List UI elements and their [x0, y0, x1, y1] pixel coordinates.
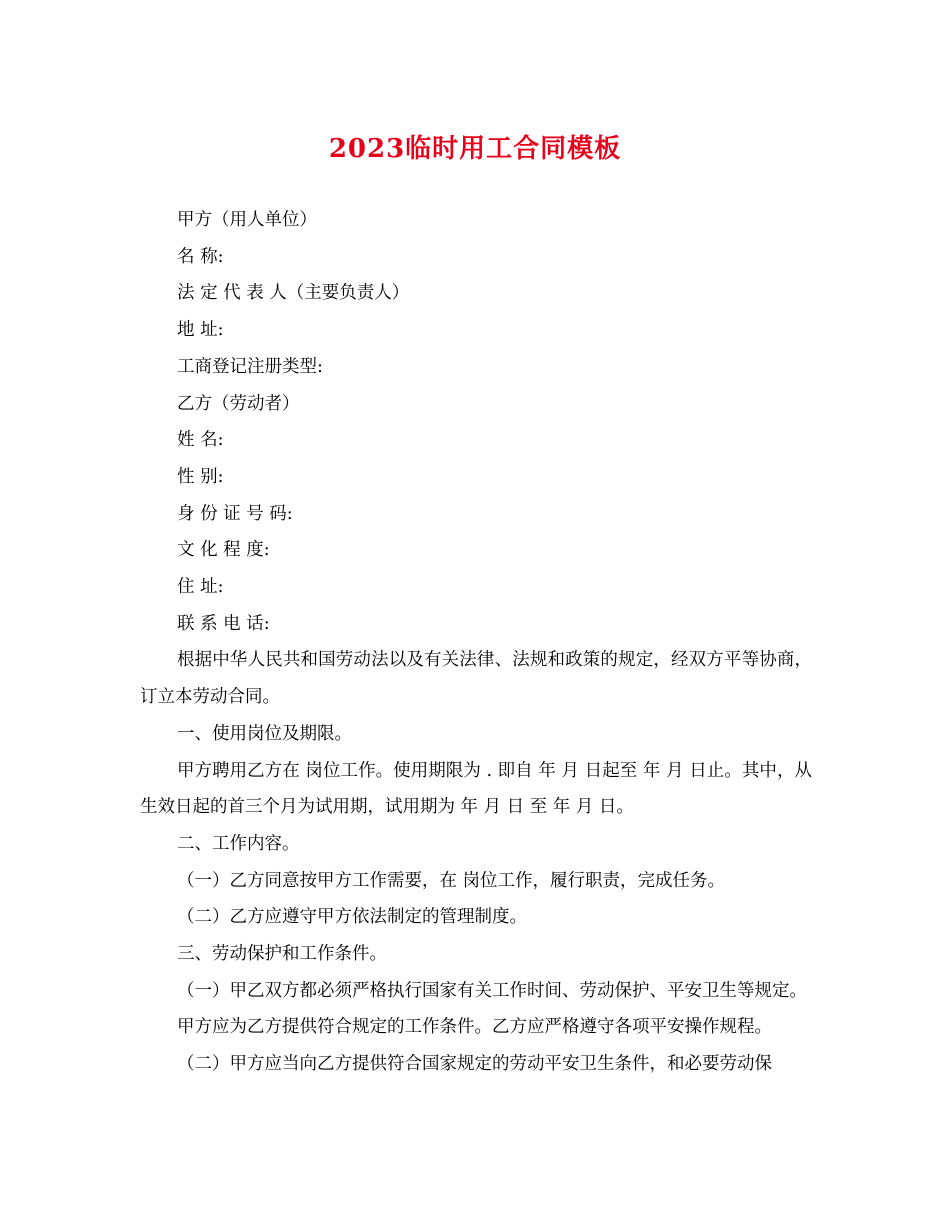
- paragraph-id-number: 身 份 证 号 码:: [177, 503, 293, 524]
- section-heading-work-content: 二、工作内容。: [177, 833, 300, 854]
- paragraph-address: 地 址:: [177, 320, 224, 341]
- paragraph-work-content-1: （一）乙方同意按甲方工作需要，在 岗位工作，履行职责，完成任务。: [177, 870, 726, 891]
- document-body: [140, 202, 812, 1083]
- paragraph-preamble: 根据中华人民共和国劳动法以及有关法律、法规和政策的规定，经双方平等协商，订立本劳动合同。: [140, 650, 812, 708]
- paragraph-name: 名 称:: [177, 246, 224, 267]
- paragraph-education: 文 化 程 度:: [177, 540, 270, 561]
- paragraph-position-term: 甲方聘用乙方在 岗位工作。使用期限为 . 即自 年 月 日起至 年 月 日止。其中，从生效日起的首三个月为试用期，试用期为 年 月 日 至 年 月 日。: [140, 760, 812, 818]
- document-title: 2023临时用工合同模板: [328, 134, 622, 164]
- paragraph-work-content-2: （二）乙方应遵守甲方依法制定的管理制度。: [177, 907, 527, 928]
- section-heading-position-term: 一、使用岗位及期限。: [177, 723, 352, 744]
- paragraph-labor-protection-1: （一）甲乙双方都必须严格执行国家有关工作时间、劳动保护、平安卫生等规定。: [177, 980, 807, 1001]
- paragraph-registration-type: 工商登记注册类型:: [177, 356, 323, 377]
- paragraph-residence: 住 址:: [177, 577, 224, 598]
- paragraph-work-conditions: 甲方应为乙方提供符合规定的工作条件。乙方应严格遵守各项平安操作规程。: [177, 1017, 772, 1038]
- paragraph-full-name: 姓 名:: [177, 430, 224, 451]
- paragraph-gender: 性 别:: [177, 466, 224, 487]
- section-heading-labor-protection: 三、劳动保护和工作条件。: [177, 944, 387, 965]
- paragraph-phone: 联 系 电 话:: [177, 613, 270, 634]
- paragraph-party-a: 甲方（用人单位）: [177, 210, 317, 230]
- paragraph-legal-rep: 法 定 代 表 人（主要负责人）: [177, 283, 410, 304]
- paragraph-party-b: 乙方（劳动者）: [177, 393, 300, 414]
- paragraph-labor-protection-2: （二）甲方应当向乙方提供符合国家规定的劳动平安卫生条件，和必要劳动保: [177, 1054, 772, 1075]
